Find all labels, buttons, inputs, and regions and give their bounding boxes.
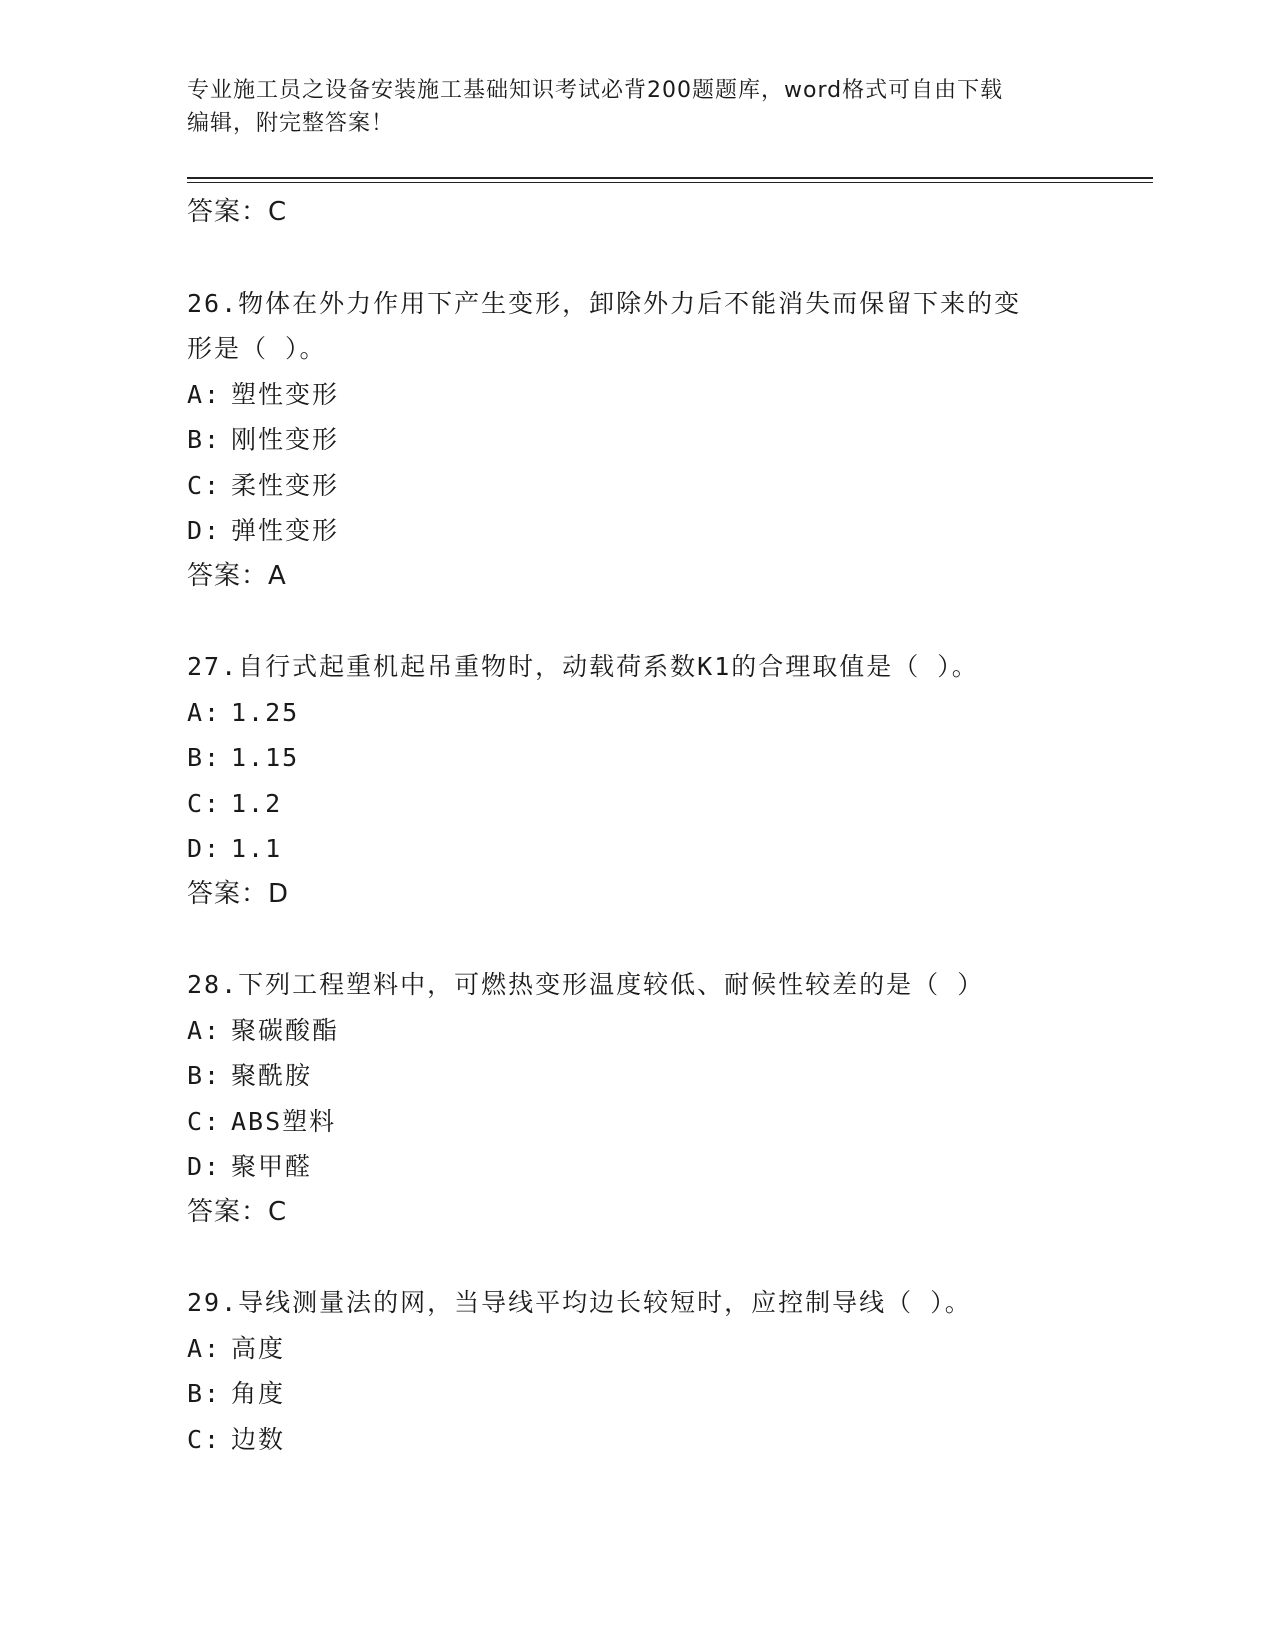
option-d xyxy=(187,508,1087,554)
option-c xyxy=(187,463,1087,509)
option-text: 聚甲醛 xyxy=(231,1152,313,1181)
option-text: 1.1 xyxy=(231,834,283,863)
answer-line: 答案：A xyxy=(187,560,287,591)
page-header xyxy=(187,74,1067,140)
option-c xyxy=(187,781,1087,827)
question-block xyxy=(187,281,1087,600)
question-block xyxy=(187,1280,1087,1462)
option-key: B: xyxy=(187,425,222,454)
answer-line: 答案：C xyxy=(187,197,288,227)
question-text-continued: 形是（ ）。 xyxy=(187,334,327,363)
option-key: B: xyxy=(187,743,222,772)
option-key: C: xyxy=(187,1424,222,1454)
option-a xyxy=(187,1326,1087,1372)
option-key: B: xyxy=(187,1379,222,1408)
option-key: A: xyxy=(187,379,222,409)
question-text: 29.导线测量法的网，当导线平均边长较短时，应控制导线（ ）。 xyxy=(187,1288,972,1317)
option-a xyxy=(187,690,1087,736)
option-text: 高度 xyxy=(231,1333,286,1363)
option-key: D: xyxy=(187,516,222,545)
question-text: 26.物体在外力作用下产生变形，卸除外力后不能消失而保留下来的变 xyxy=(187,288,1022,318)
option-text: 柔性变形 xyxy=(231,470,340,500)
option-text: 边数 xyxy=(231,1424,286,1454)
option-key: D: xyxy=(187,1152,222,1181)
header-line-1: 专业施工员之设备安装施工基础知识考试必背200题题库，word格式可自由下载 xyxy=(187,78,1004,103)
question-block xyxy=(187,962,1087,1235)
question-text: 27.自行式起重机起吊重物时，动载荷系数K1的合理取值是（ ）。 xyxy=(187,652,979,681)
option-a xyxy=(187,372,1087,418)
option-text: 角度 xyxy=(231,1379,286,1408)
option-key: A: xyxy=(187,1333,222,1363)
answer-line: 答案：C xyxy=(187,1196,288,1227)
header-double-rule xyxy=(187,177,1153,183)
option-key: C: xyxy=(187,1106,222,1136)
option-b xyxy=(187,1053,1087,1099)
option-text: ABS塑料 xyxy=(231,1106,337,1136)
option-key: A: xyxy=(187,1015,222,1045)
option-text: 塑性变形 xyxy=(231,379,340,409)
option-c xyxy=(187,1417,1087,1463)
option-a xyxy=(187,1008,1087,1054)
question-text: 28.下列工程塑料中，可燃热变形温度较低、耐候性较差的是（ ） xyxy=(187,970,985,999)
option-key: D: xyxy=(187,834,222,863)
spacer xyxy=(187,917,1087,962)
option-text: 聚碳酸酯 xyxy=(231,1015,340,1045)
option-key: A: xyxy=(187,697,222,727)
header-line-2: 编辑，附完整答案！ xyxy=(187,111,395,136)
question-block xyxy=(187,644,1087,917)
spacer xyxy=(187,1235,1087,1280)
option-d xyxy=(187,1144,1087,1190)
option-c xyxy=(187,1099,1087,1145)
spacer xyxy=(187,599,1087,644)
option-text: 1.25 xyxy=(231,697,300,727)
option-text: 弹性变形 xyxy=(231,516,340,545)
option-text: 1.2 xyxy=(231,788,283,818)
option-text: 1.15 xyxy=(231,743,300,772)
answer-line: 答案：D xyxy=(187,878,290,909)
option-b xyxy=(187,417,1087,463)
option-key: C: xyxy=(187,788,222,818)
option-text: 刚性变形 xyxy=(231,425,340,454)
option-key: B: xyxy=(187,1061,222,1090)
option-d xyxy=(187,826,1087,872)
option-b xyxy=(187,735,1087,781)
option-key: C: xyxy=(187,470,222,500)
document-body xyxy=(187,190,1087,1462)
option-b xyxy=(187,1371,1087,1417)
option-text: 聚酰胺 xyxy=(231,1061,313,1090)
spacer xyxy=(187,236,1087,281)
